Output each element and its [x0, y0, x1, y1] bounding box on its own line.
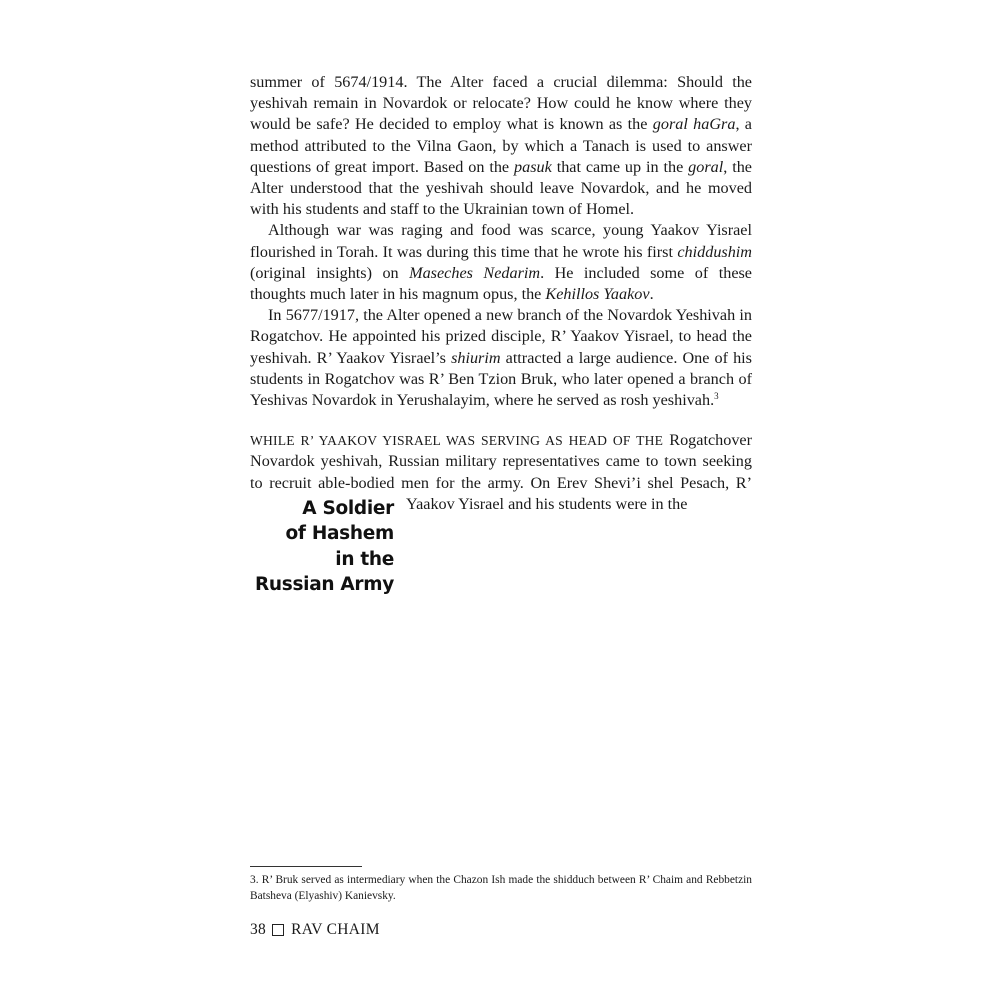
text-run: summer of 5674/1914. The Alter faced a crucial dilemma: Should the yeshivah remain in Novardok or relocate? How could he know where they would be safe? He decided to employ what is known as the — [250, 73, 752, 134]
paragraph-2 — [250, 220, 752, 305]
text-run: , a method attributed to the Vilna Gaon, by which a Tanach is used to answer questions of great import. Based on the — [250, 115, 752, 176]
section-heading-line: of Hashem — [285, 523, 394, 545]
text-run: In 5677/1917, the Alter opened a new branch of the Novardok Yeshivah in Rogatchov. He appointed his prized disciple, R’ Yaakov Yisrael, to head the yeshivah. R’ Yaakov Yisrael’s — [250, 306, 752, 367]
italic-term: Kehillos Yaakov — [545, 285, 650, 304]
italic-term: Maseches Nedarim — [409, 263, 541, 282]
section-heading-line: A Soldier — [302, 497, 394, 519]
text-run: . — [649, 285, 654, 304]
section-paragraph — [250, 430, 752, 596]
text-run: Rogatchover Novardok yeshivah, Russian military representatives came to town seeking to recruit able-bodied men for the army. On Erev Shevi’i shel Pesach, R’ Yaakov Yisrael and his students were in the — [250, 431, 752, 513]
paragraph-1 — [250, 72, 752, 220]
text-run: , the Alter understood that the yeshivah should leave Novardok, and he moved with his students and staff to the Ukrainian town of Homel. — [250, 157, 752, 219]
footnote-divider — [250, 866, 362, 867]
page-footer — [250, 921, 380, 939]
text-run: (original insights) on — [250, 263, 410, 282]
text-run: that came up in the — [551, 157, 689, 176]
italic-term: chiddushim — [677, 242, 752, 261]
text-run: Although war was raging and food was scarce, young Yaakov Yisrael flourished in Torah. It was during this time that he wrote his first — [250, 221, 752, 261]
paragraph-3 — [250, 305, 752, 411]
page-number: 38 — [250, 921, 267, 938]
italic-term: goral — [688, 157, 724, 176]
italic-term: goral haGra — [652, 115, 736, 134]
italic-term: shiurim — [451, 348, 501, 367]
running-title: RAV CHAIM — [291, 921, 380, 938]
section-heading-line: in the — [335, 548, 394, 570]
text-run: . He included some of these thoughts much later in his magnum opus, the — [250, 263, 752, 304]
section-heading — [250, 496, 394, 598]
footnote: 3. R’ Bruk served as intermediary when the Chazon Ish made the shidduch between R’ Chaim and Rebbetzin Batsheva (Elyashiv) Kanievsky. — [250, 874, 752, 902]
main-text-column — [250, 72, 752, 598]
box-icon — [272, 924, 284, 936]
italic-term: pasuk — [514, 157, 552, 176]
section-heading-line: Russian Army — [254, 574, 394, 596]
section-spacer — [250, 411, 752, 430]
text-run: attracted a large audience. One of his students in Rogatchov was R’ Ben Tzion Bruk, who later opened a branch of Yeshivas Novardok in Yerushalayim, where he served as rosh yeshivah. — [250, 348, 752, 410]
section-lead-smallcaps: WHILE R’ YAAKOV YISRAEL WAS SERVING AS HEAD OF THE — [250, 433, 664, 449]
footnote-reference[interactable]: 3 — [714, 391, 719, 402]
